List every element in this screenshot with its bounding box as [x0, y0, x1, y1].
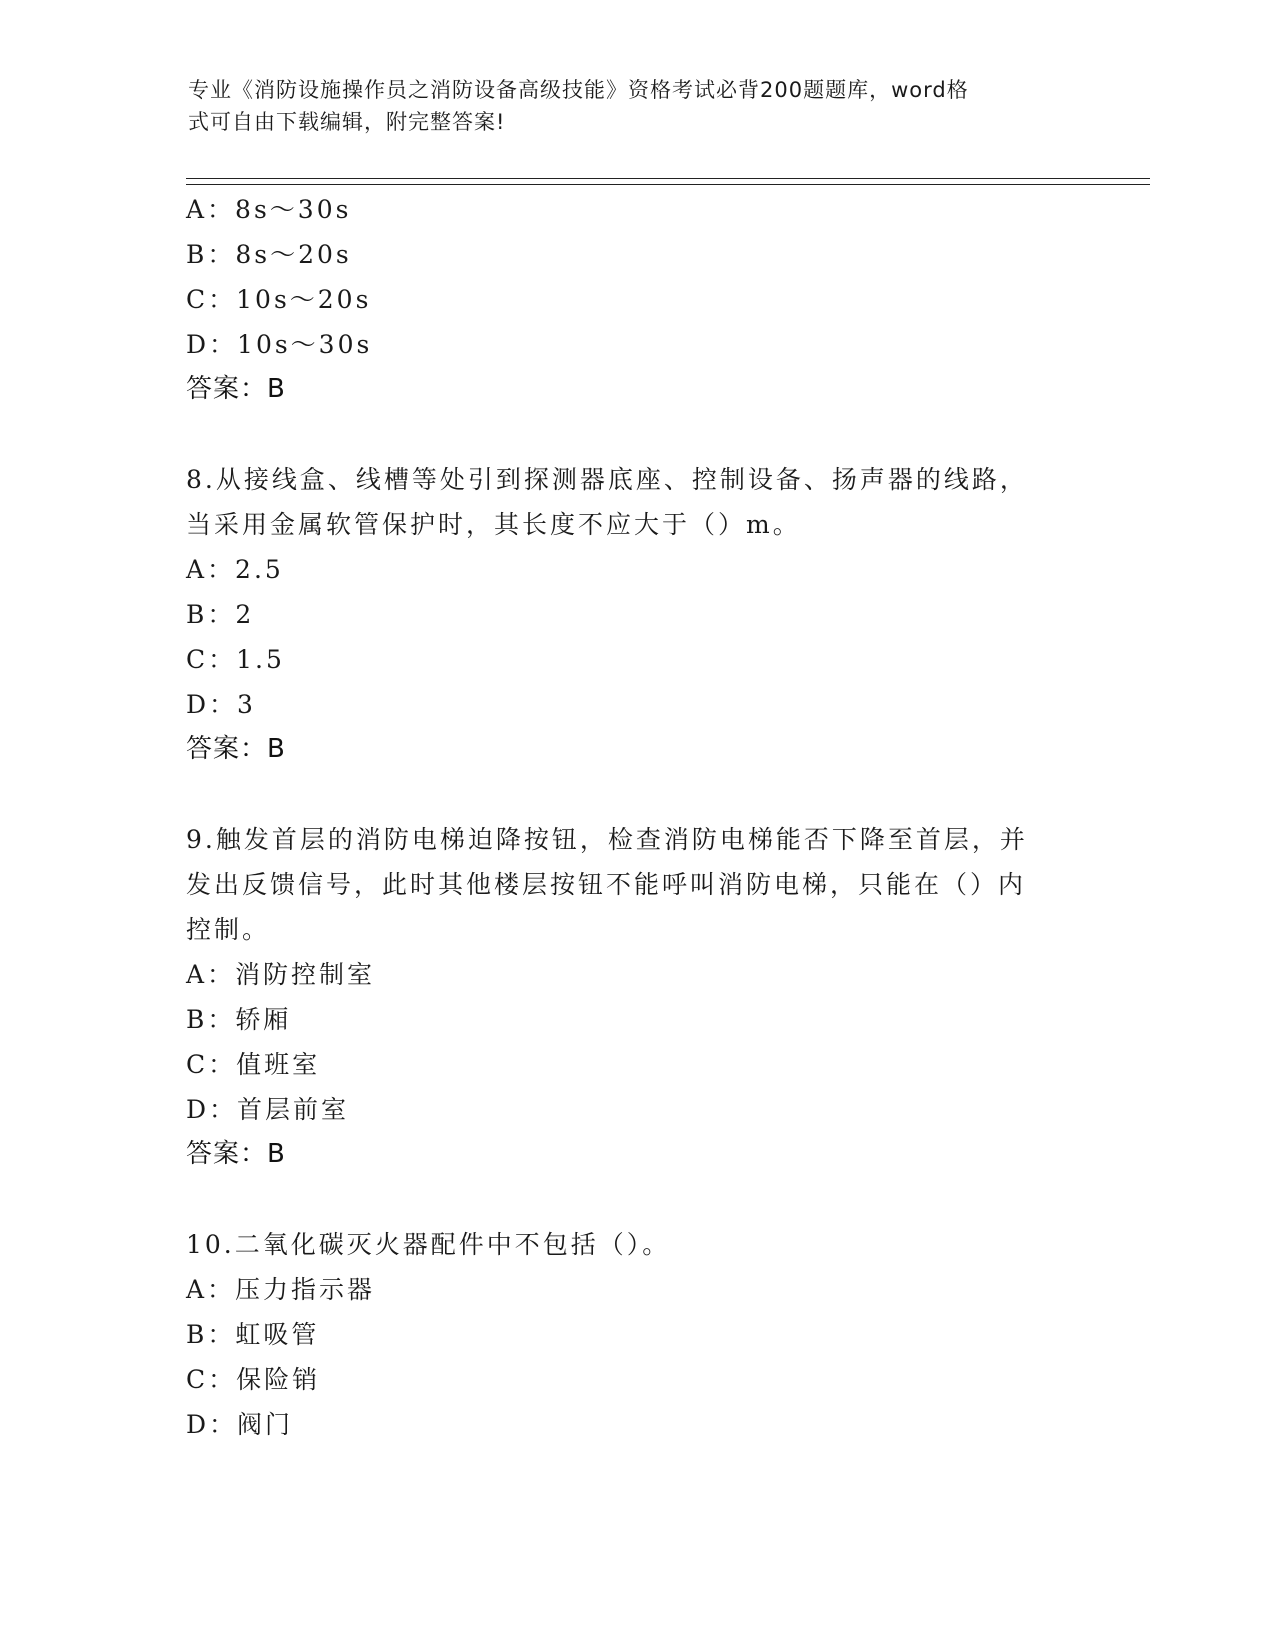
q7-option-b: B：8s～20s [186, 240, 352, 269]
q9-option-b: B：轿厢 [186, 1005, 292, 1034]
q10-option-c: C：保险销 [186, 1365, 321, 1394]
q10-option-a: A：压力指示器 [186, 1275, 376, 1304]
q9-stem-line-3: 控制。 [186, 915, 271, 944]
q9-stem-line-1: 9.触发首层的消防电梯迫降按钮，检查消防电梯能否下降至首层，并 [186, 825, 1028, 854]
q8-option-d: D：3 [186, 690, 256, 719]
q8-stem-line-2: 当采用金属软管保护时，其长度不应大于（）m。 [186, 510, 801, 539]
document-header [188, 74, 1068, 138]
q7-answer: 答案：B [186, 374, 286, 404]
q8-option-b: B：2 [186, 600, 255, 629]
q8-stem-line-1: 8.从接线盒、线槽等处引到探测器底座、控制设备、扬声器的线路， [186, 465, 1028, 494]
q10-stem-line-1: 10.二氧化碳灭火器配件中不包括（）。 [186, 1230, 671, 1259]
q7-option-c: C：10s～20s [186, 285, 372, 314]
q8-option-c: C：1.5 [186, 645, 285, 674]
q8-answer: 答案：B [186, 734, 286, 764]
q9-stem-line-2: 发出反馈信号，此时其他楼层按钮不能呼叫消防电梯，只能在（）内 [186, 870, 1027, 899]
header-line-2: 式可自由下载编辑，附完整答案! [188, 110, 506, 134]
q8-option-a: A：2.5 [186, 555, 284, 584]
q9-answer: 答案：B [186, 1139, 286, 1169]
q9-option-a: A：消防控制室 [186, 960, 376, 989]
q7-option-a: A：8s～30s [186, 195, 352, 224]
q7-option-d: D：10s～30s [186, 330, 373, 359]
q9-option-d: D：首层前室 [186, 1095, 350, 1124]
q10-option-b: B：虹吸管 [186, 1320, 320, 1349]
q9-option-c: C：值班室 [186, 1050, 321, 1079]
q10-option-d: D：阀门 [186, 1410, 294, 1439]
header-divider [186, 178, 1150, 185]
header-line-1: 专业《消防设施操作员之消防设备高级技能》资格考试必背200题题库，word格 [188, 78, 969, 102]
